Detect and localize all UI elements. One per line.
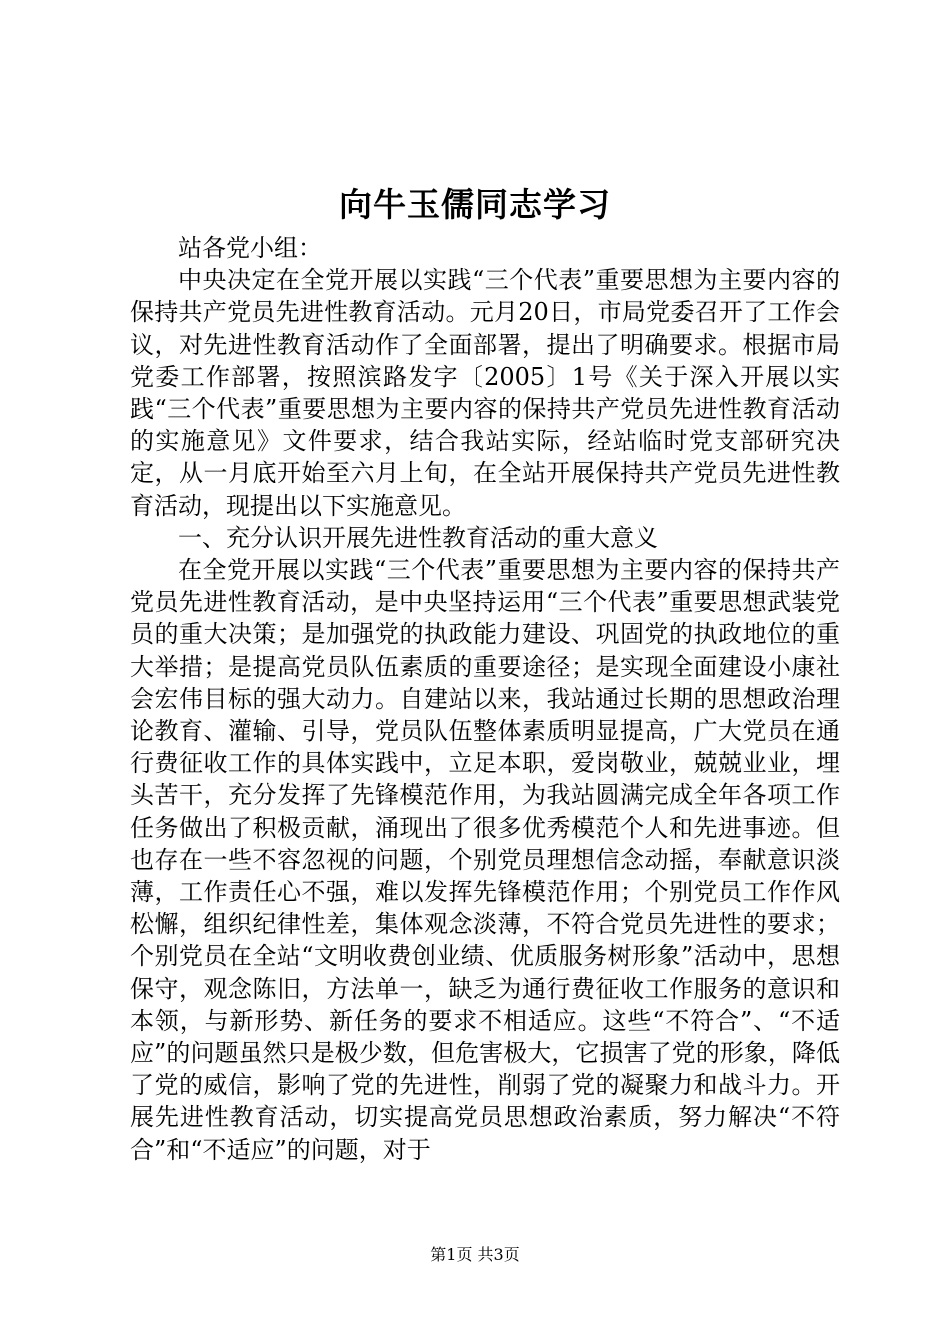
document-title: 向牛玉儒同志学习 (339, 185, 611, 224)
intro-paragraph: 中央决定在全党开展以实践“三个代表”重要思想为主要内容的保持共产党员先进性教育活动。元月20日，市局党委召开了工作会议，对先进性教育活动作了全面部署，提出了明确要求。根据市局党委工作部署，按照滨路发字〔2005〕1号《关于深入开展以实践“三个代表”重要思想为主要内容的保持共产党员先进性教育活动的实施意见》文件要求，结合我站实际，经站临时党支部研究决定，从一月底开始至六月上旬，在全站开展保持共产党员先进性教育活动，现提出以下实施意见。 (130, 266, 840, 520)
page-number-footer: 第1页 共3页 (430, 1245, 520, 1264)
salutation-paragraph: 站各党小组： (178, 234, 322, 262)
document-body (130, 232, 840, 1166)
section-heading: 一、充分认识开展先进性教育活动的重大意义 (178, 523, 658, 552)
body-paragraph: 在全党开展以实践“三个代表”重要思想为主要内容的保持共产党员先进性教育活动，是中央坚持运用“三个代表”重要思想武装党员的重大决策；是加强党的执政能力建设、巩固党的执政地位的重大举措；是提高党员队伍素质的重要途径；是实现全面建设小康社会宏伟目标的强大动力。自建站以来，我站通过长期的思想政治理论教育、灌输、引导，党员队伍整体素质明显提高，广大党员在通行费征收工作的具体实践中，立足本职，爱岗敬业，兢兢业业，埋头苦干，充分发挥了先锋模范作用，为我站圆满完成全年各项工作任务做出了积极贡献，涌现出了很多优秀模范个人和先进事迹。但也存在一些不容忽视的问题，个别党员理想信念动摇，奉献意识淡薄，工作责任心不强，难以发挥先锋模范作用；个别党员工作作风松懈，组织纪律性差，集体观念淡薄，不符合党员先进性的要求；个别党员在全站“文明收费创业绩、优质服务树形象”活动中，思想保守，观念陈旧，方法单一，缺乏为通行费征收工作服务的意识和本领，与新形势、新任务的要求不相适应。这些“不符合”、“不适应”的问题虽然只是极少数，但危害极大，它损害了党的形象，降低了党的威信，影响了党的先进性，削弱了党的凝聚力和战斗力。开展先进性教育活动，切实提高党员思想政治素质，努力解决“不符合”和“不适应”的问题，对于 (130, 556, 840, 1164)
